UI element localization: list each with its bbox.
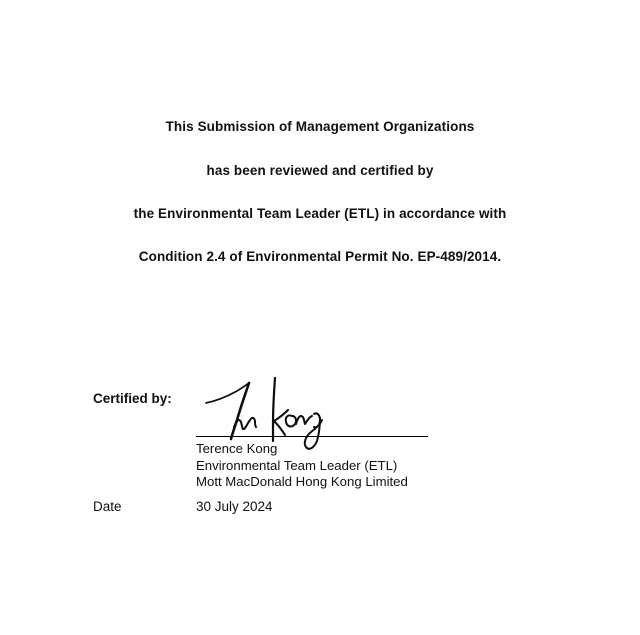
signatory-title: Environmental Team Leader (ETL) <box>196 457 398 473</box>
signatory-company: Mott MacDonald Hong Kong Limited <box>196 474 408 489</box>
signature-line <box>196 436 428 437</box>
statement-line-1: This Submission of Management Organizations <box>165 119 475 134</box>
date-label: Date <box>93 499 122 514</box>
date-value: 30 July 2024 <box>196 499 273 514</box>
statement-line-4: Condition 2.4 of Environmental Permit No. EP-489/2014. <box>138 249 502 264</box>
signatory-name: Terence Kong <box>196 441 278 456</box>
certified-by-label: Certified by: <box>93 391 172 406</box>
statement-line-2: has been reviewed and certified by <box>206 163 434 178</box>
statement-line-3: the Environmental Team Leader (ETL) in accordance with <box>133 206 507 221</box>
signature-icon <box>196 372 356 452</box>
signatory-details <box>196 441 496 491</box>
